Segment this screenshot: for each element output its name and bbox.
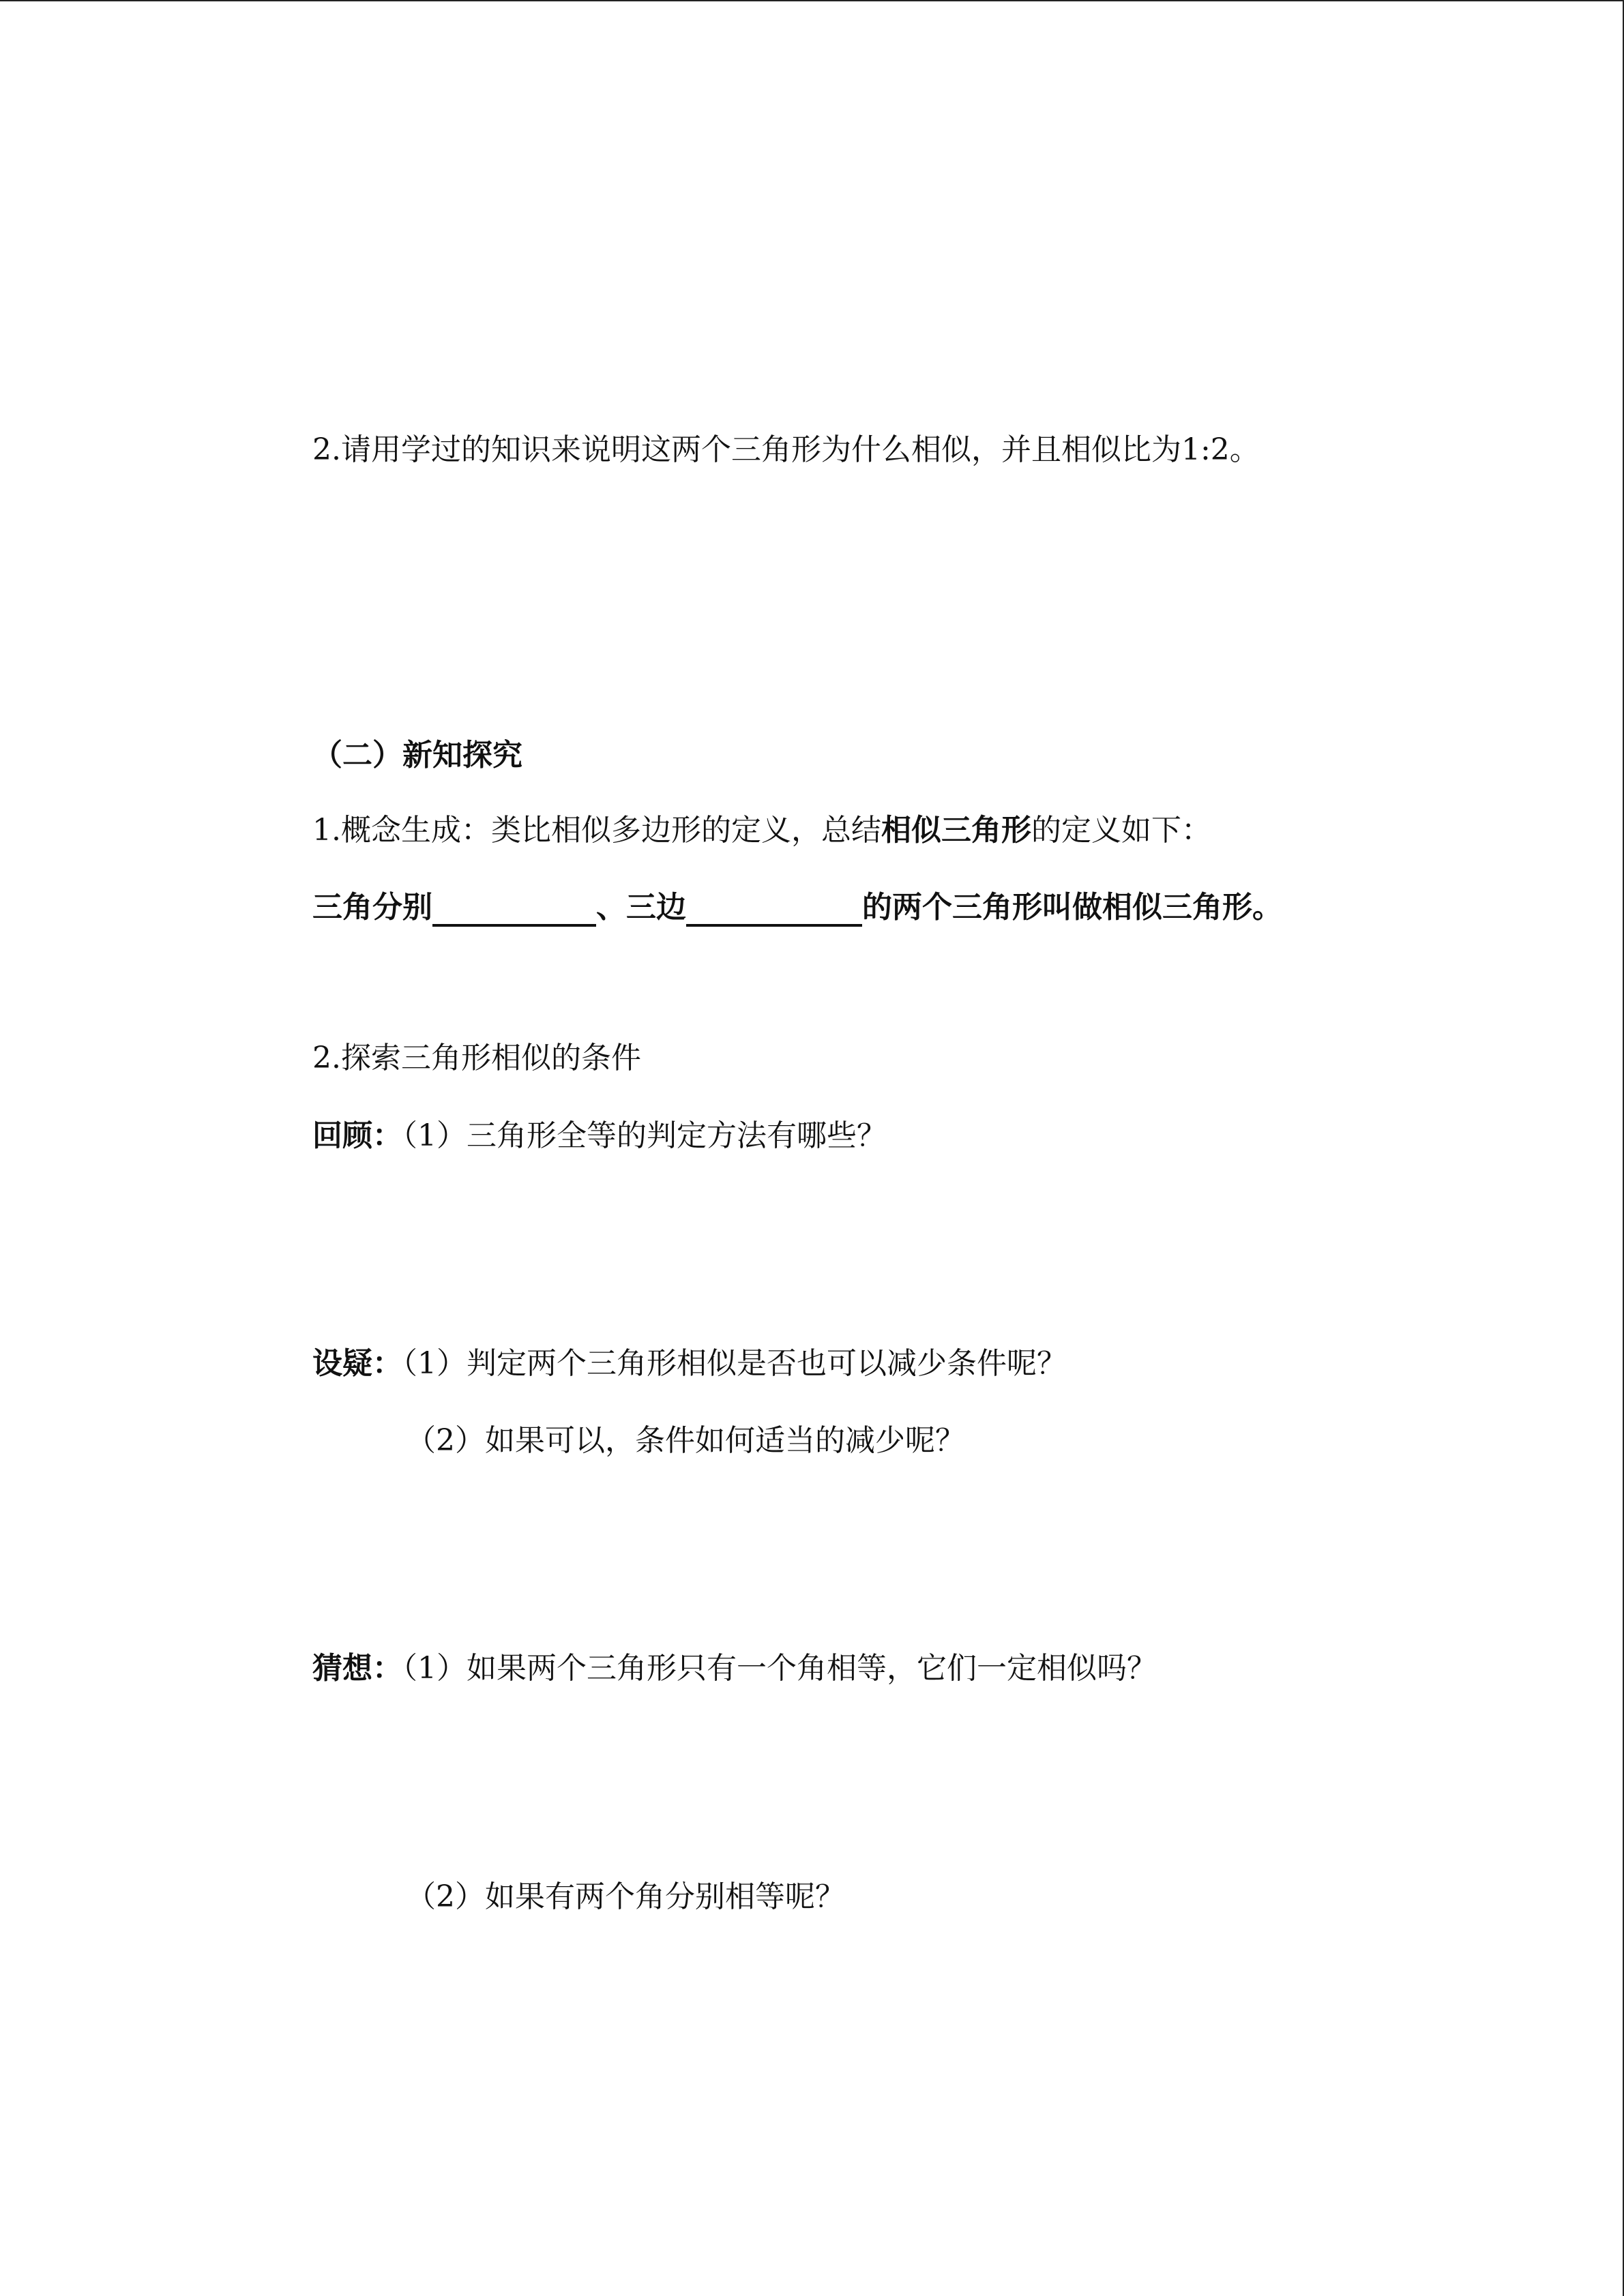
- question-label: 设疑：: [312, 1346, 402, 1381]
- concept-bold-term: 相似三角形: [881, 813, 1031, 848]
- question-q1: （1）判定两个三角形相似是否也可以减少条件呢？: [402, 1346, 1067, 1381]
- concept-line: [312, 811, 1211, 850]
- guess-label: 猜想：: [312, 1651, 402, 1686]
- question-line-2: （2）如果可以，条件如何适当的减少呢？: [406, 1423, 965, 1458]
- guess-q1: （1）如果两个三角形只有一个角相等，它们一定相似吗？: [402, 1651, 1157, 1686]
- definition-part3: 的两个三角形叫做相似三角形。: [862, 890, 1282, 925]
- concept-suffix: 的定义如下：: [1031, 813, 1211, 848]
- page-top-border: [0, 0, 1624, 1]
- definition-part2: 、三边: [596, 890, 686, 925]
- review-label: 回顾：: [312, 1118, 402, 1153]
- definition-line: [312, 889, 1282, 927]
- definition-part1: 三角分别: [312, 890, 432, 925]
- angle-blank[interactable]: [432, 893, 596, 927]
- guess-line-1: [312, 1650, 1157, 1688]
- guess-line-2: （2）如果有两个角分别相等呢？: [406, 1879, 845, 1914]
- review-line: [312, 1117, 887, 1155]
- concept-prefix: 1.概念生成：类比相似多边形的定义，总结: [312, 813, 881, 848]
- question-2-text: 2.请用学过的知识来说明这两个三角形为什么相似，并且相似比为1:2。: [312, 432, 1260, 467]
- explore-title: 2.探索三角形相似的条件: [312, 1041, 641, 1075]
- section-title: （二）新知探究: [312, 738, 522, 773]
- side-blank[interactable]: [686, 893, 862, 927]
- question-line-1: [312, 1345, 1067, 1383]
- review-q1: （1）三角形全等的判定方法有哪些？: [402, 1118, 887, 1153]
